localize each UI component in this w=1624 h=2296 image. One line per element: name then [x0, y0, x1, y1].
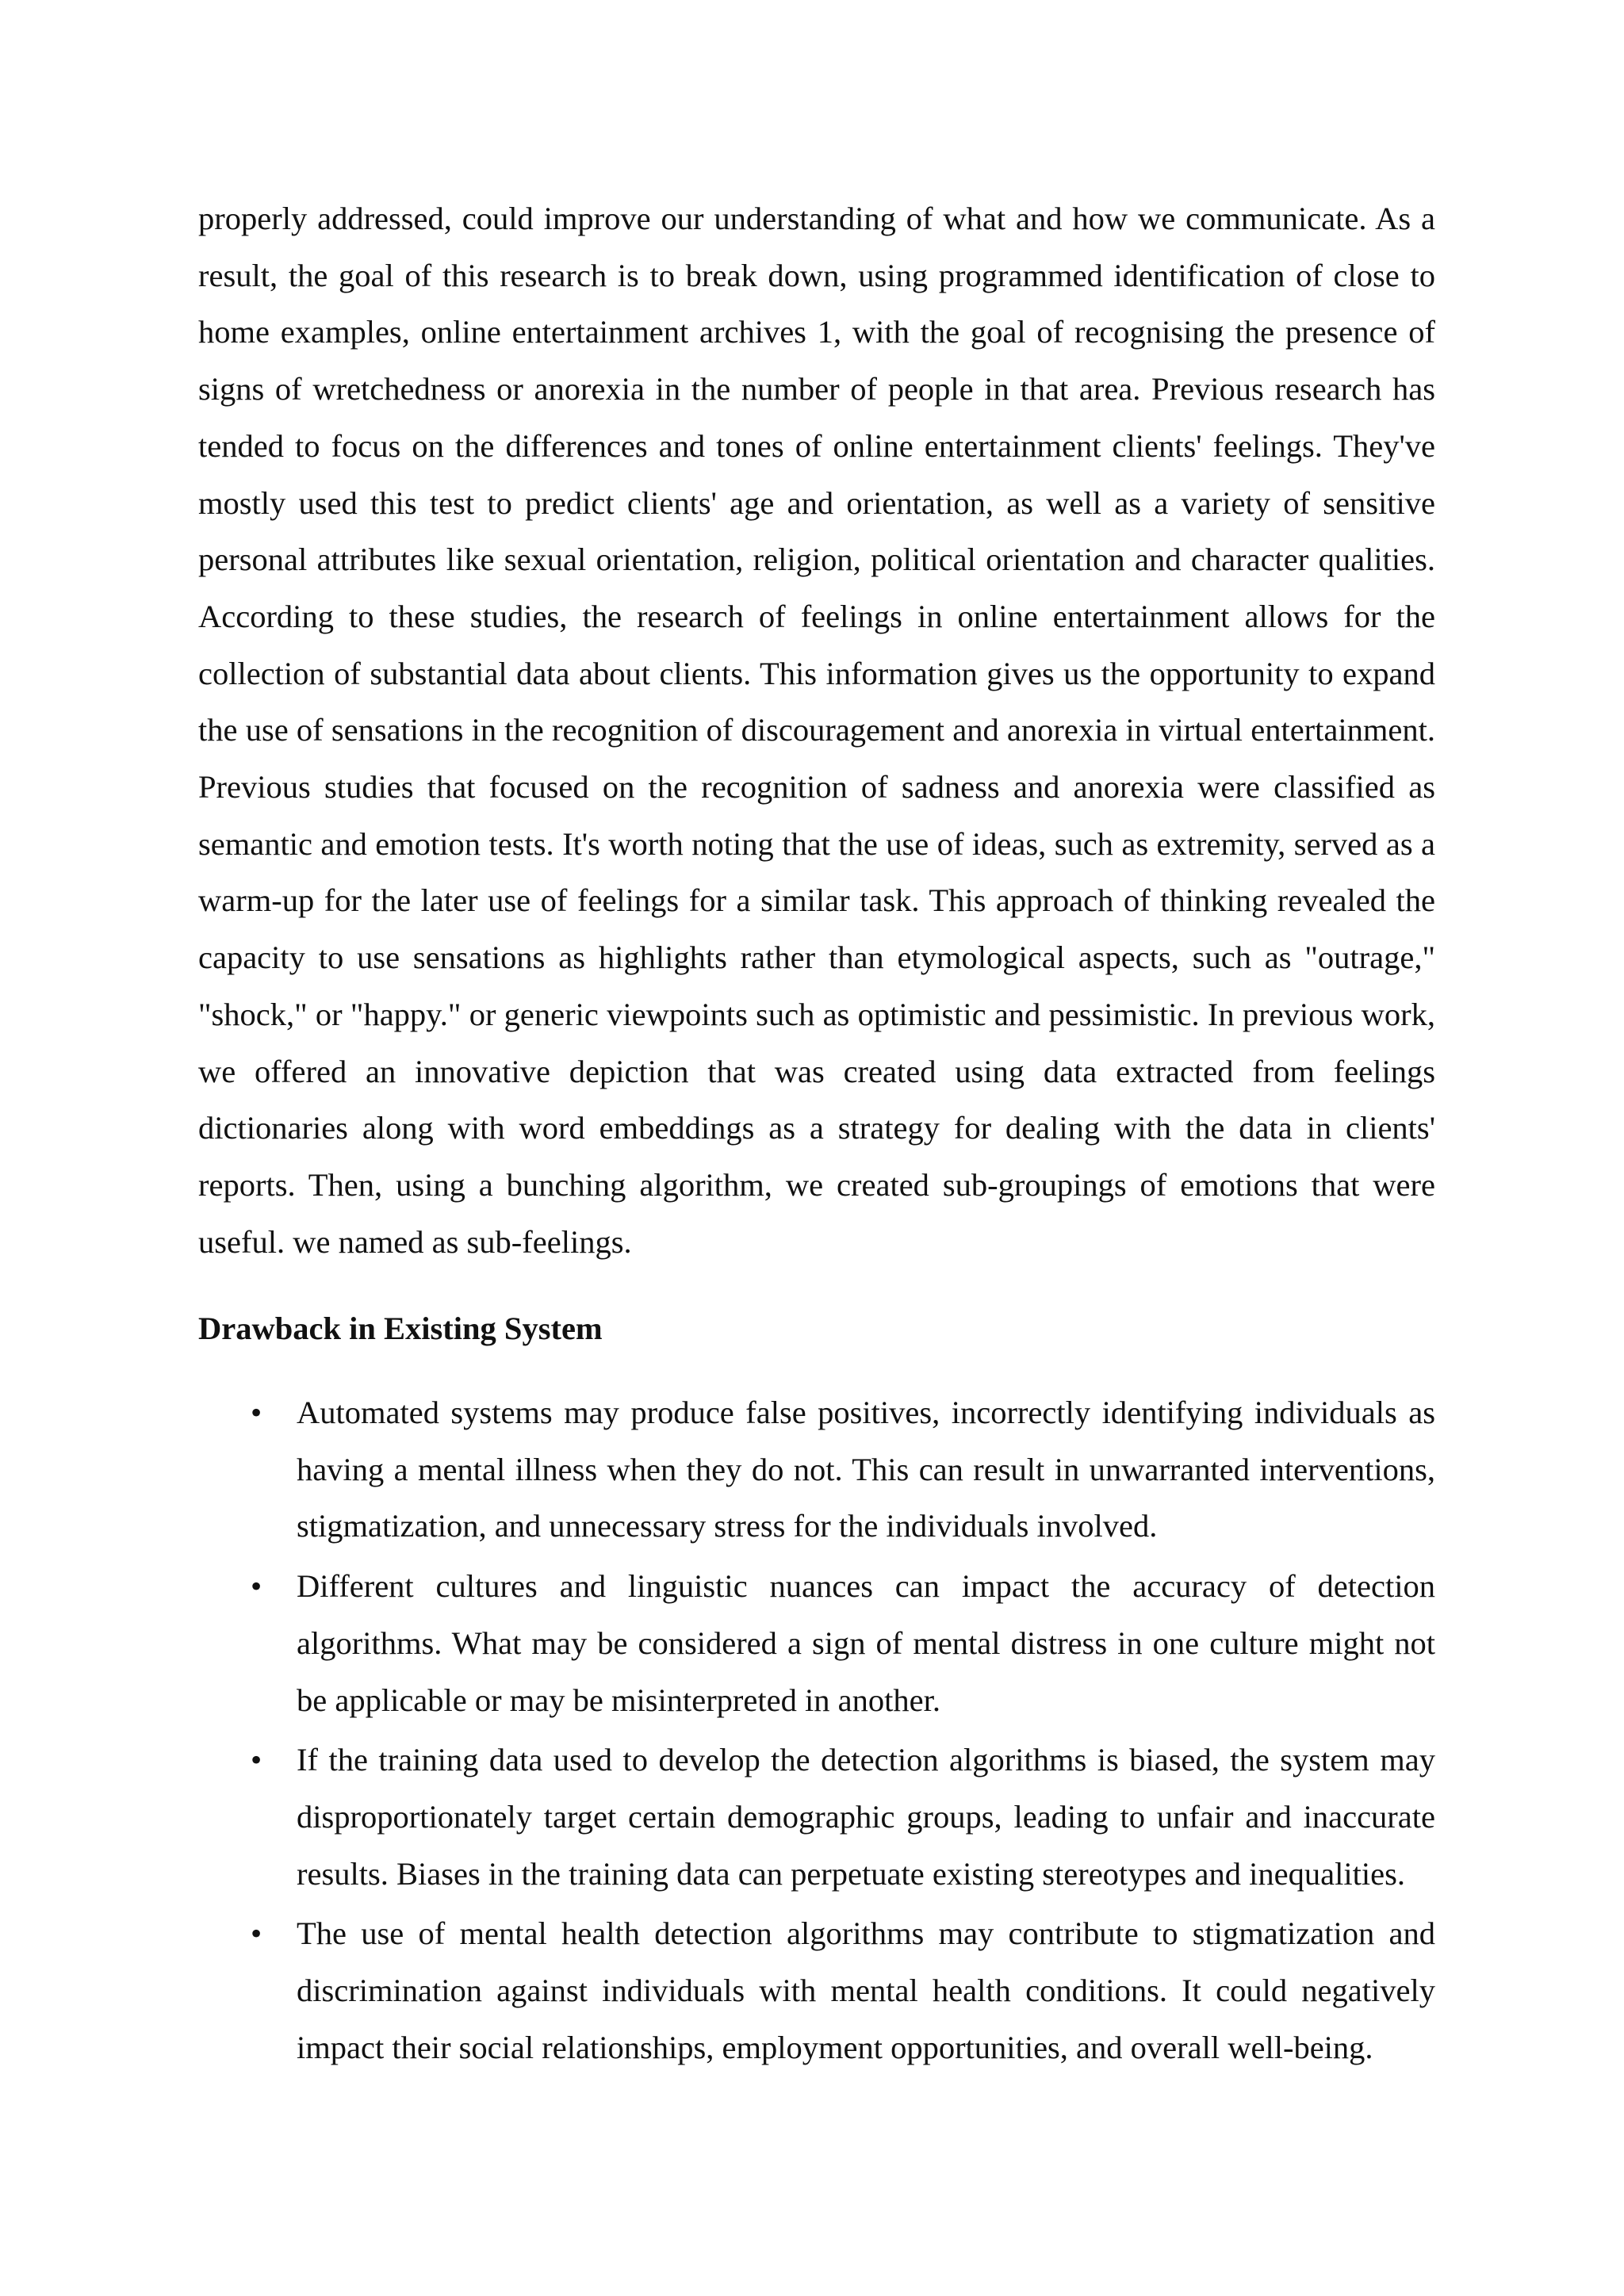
bullet-icon: • [251, 1915, 262, 1952]
section-heading: Drawback in Existing System [198, 1311, 603, 1347]
bullet-icon: • [251, 1742, 262, 1778]
bullet-icon: • [251, 1568, 262, 1605]
bullet-icon: • [251, 1395, 262, 1431]
drawback-text: The use of mental health detection algorithms may contribute to stigmatization and discrimination against individuals with mental health conditions. It could negatively impact their social relationships, employment opportunities, and overall well-being. [297, 1915, 1435, 2065]
drawback-list [198, 1384, 1435, 2076]
drawback-item [198, 1558, 1435, 1728]
drawback-item [198, 1905, 1435, 2076]
drawback-item [198, 1384, 1435, 1555]
page-content [198, 190, 1435, 2080]
drawback-item [198, 1732, 1435, 1902]
drawback-text: Different cultures and linguistic nuances can impact the accuracy of detection algorithms. What may be considered a sign of mental distress in one culture might not be applicable or may be misinterpreted in another. [297, 1568, 1435, 1718]
drawback-text: If the training data used to develop the detection algorithms is biased, the system may disproportionately target certain demographic groups, leading to unfair and inaccurate results. Biases in the training data can perpetuate existing stereotypes and inequalities. [297, 1742, 1435, 1892]
body-paragraph: properly addressed, could improve our understanding of what and how we communicate. As a result, the goal of this research is to break down, using programmed identification of close to home examples, online entertainment archives 1, with the goal of recognising the presence of signs of wretchedness or anorexia in the number of people in that area. Previous research has tended to focus on the differences and tones of online entertainment clients' feelings. They've mostly used this test to predict clients' age and orientation, as well as a variety of sensitive personal attributes like sexual orientation, religion, political orientation and character qualities. According to these studies, the research of feelings in online entertainment allows for the collection of substantial data about clients. This information gives us the opportunity to expand the use of sensations in the recognition of discouragement and anorexia in virtual entertainment. Previous studies that focused on the recognition of sadness and anorexia were classified as semantic and emotion tests. It's worth noting that the use of ideas, such as extremity, served as a warm-up for the later use of feelings for a similar task. This approach of thinking revealed the capacity to use sensations as highlights rather than etymological aspects, such as "outrage," "shock," or "happy." or generic viewpoints such as optimistic and pessimistic. In previous work, we offered an innovative depiction that was created using data extracted from feelings dictionaries along with word embeddings as a strategy for dealing with the data in clients' reports. Then, using a bunching algorithm, we created sub-groupings of emotions that were useful. we named as sub-feelings. [198, 201, 1435, 1260]
drawback-text: Automated systems may produce false positives, incorrectly identifying individuals as having a mental illness when they do not. This can result in unwarranted interventions, stigmatization, and unnecessary stress for the individuals involved. [297, 1395, 1435, 1544]
